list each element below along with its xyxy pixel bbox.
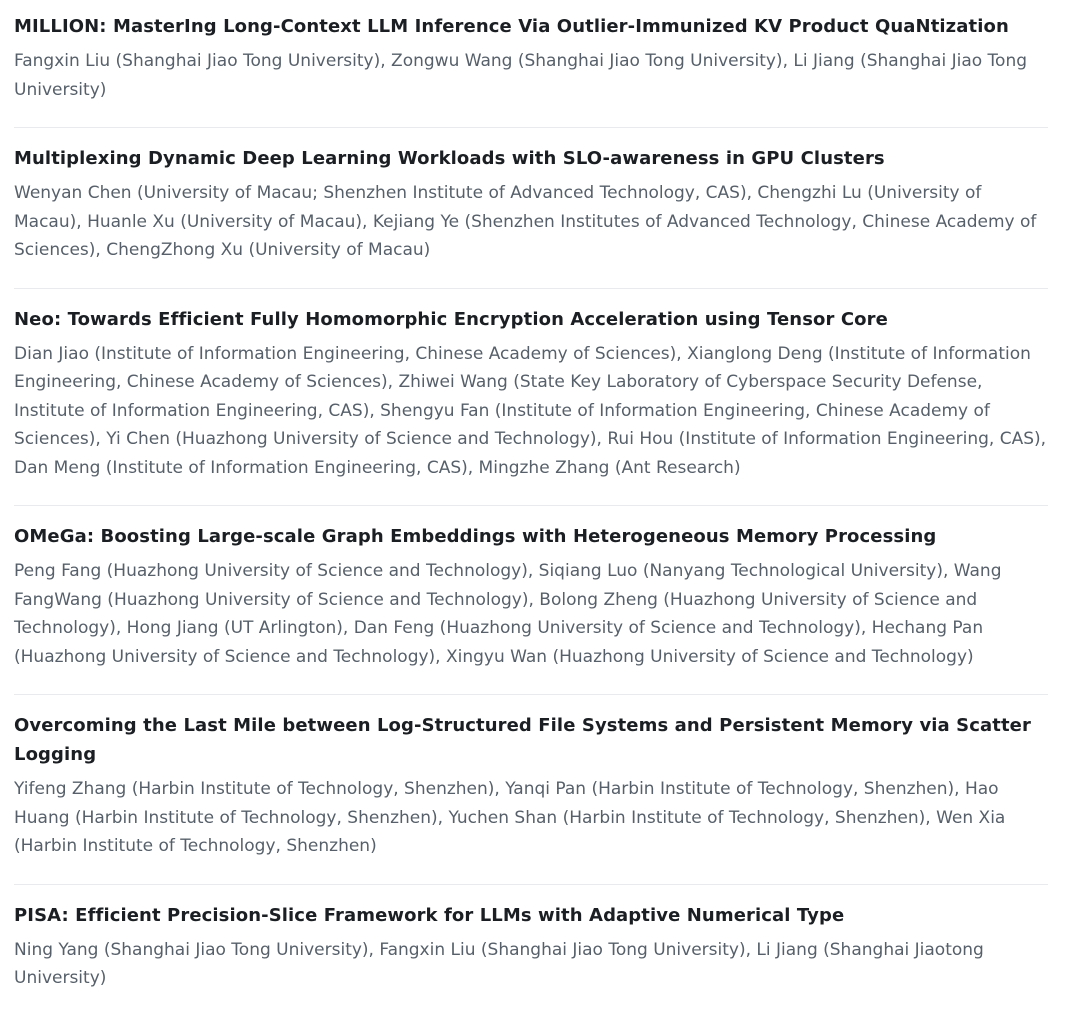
- paper-title: MILLION: MasterIng Long-Context LLM Inference Via Outlier-Immunized KV Product QuaNtization: [14, 16, 1009, 37]
- paper-authors: Peng Fang (Huazhong University of Science and Technology), Siqiang Luo (Nanyang Technological University), Wang FangWang (Huazhong University of Science and Technology), Bolong Zheng (Huazhong University of Science and Technology), Hong Jiang (UT Arlington), Dan Feng (Huazhong University of Science and Technology), Hechang Pan (Huazhong University of Science and Technology), Xingyu Wan (Huazhong University of Science and Technology): [14, 561, 1002, 667]
- paper-authors: Dian Jiao (Institute of Information Engineering, Chinese Academy of Sciences), Xianglong Deng (Institute of Information Engineering, Chinese Academy of Sciences), Zhiwei Wang (State Key Laboratory of Cyberspace Security Defense, Institute of Information Engineering, CAS), Shengyu Fan (Institute of Information Engineering, Chinese Academy of Sciences), Yi Chen (Huazhong University of Science and Technology), Rui Hou (Institute of Information Engineering, CAS), Dan Meng (Institute of Information Engineering, CAS), Mingzhe Zhang (Ant Research): [14, 343, 1047, 478]
- paper-title: Multiplexing Dynamic Deep Learning Workloads with SLO-awareness in GPU Clusters: [14, 148, 885, 169]
- paper-entry: [14, 884, 1048, 1016]
- paper-entry: [14, 0, 1048, 127]
- paper-authors: Yifeng Zhang (Harbin Institute of Technology, Shenzhen), Yanqi Pan (Harbin Institute of Technology, Shenzhen), Hao Huang (Harbin Institute of Technology, Shenzhen), Yuchen Shan (Harbin Institute of Technology, Shenzhen), Wen Xia (Harbin Institute of Technology, Shenzhen): [14, 779, 1006, 856]
- paper-title: Neo: Towards Efficient Fully Homomorphic Encryption Acceleration using Tensor Core: [14, 308, 888, 330]
- paper-authors: Wenyan Chen (University of Macau; Shenzhen Institute of Advanced Technology, CAS), Chengzhi Lu (University of Macau), Huanle Xu (University of Macau), Kejiang Ye (Shenzhen Institutes of Advanced Technology, Chinese Academy of Sciences), ChengZhong Xu (University of Macau): [14, 183, 1037, 260]
- paper-entry: [14, 288, 1048, 506]
- paper-entry: [14, 505, 1048, 694]
- paper-authors: Fangxin Liu (Shanghai Jiao Tong University), Zongwu Wang (Shanghai Jiao Tong University), Li Jiang (Shanghai Jiao Tong University): [14, 51, 1028, 100]
- paper-title: OMeGa: Boosting Large-scale Graph Embeddings with Heterogeneous Memory Processing: [14, 526, 937, 547]
- paper-title: PISA: Efficient Precision-Slice Framework for LLMs with Adaptive Numerical Type: [14, 904, 845, 926]
- paper-entry: [14, 694, 1048, 884]
- paper-authors: Ning Yang (Shanghai Jiao Tong University), Fangxin Liu (Shanghai Jiao Tong University), Li Jiang (Shanghai Jiaotong University): [14, 939, 984, 988]
- paper-entry: [14, 127, 1048, 288]
- paper-title: Overcoming the Last Mile between Log-Structured File Systems and Persistent Memory via Scatter Logging: [14, 715, 1031, 765]
